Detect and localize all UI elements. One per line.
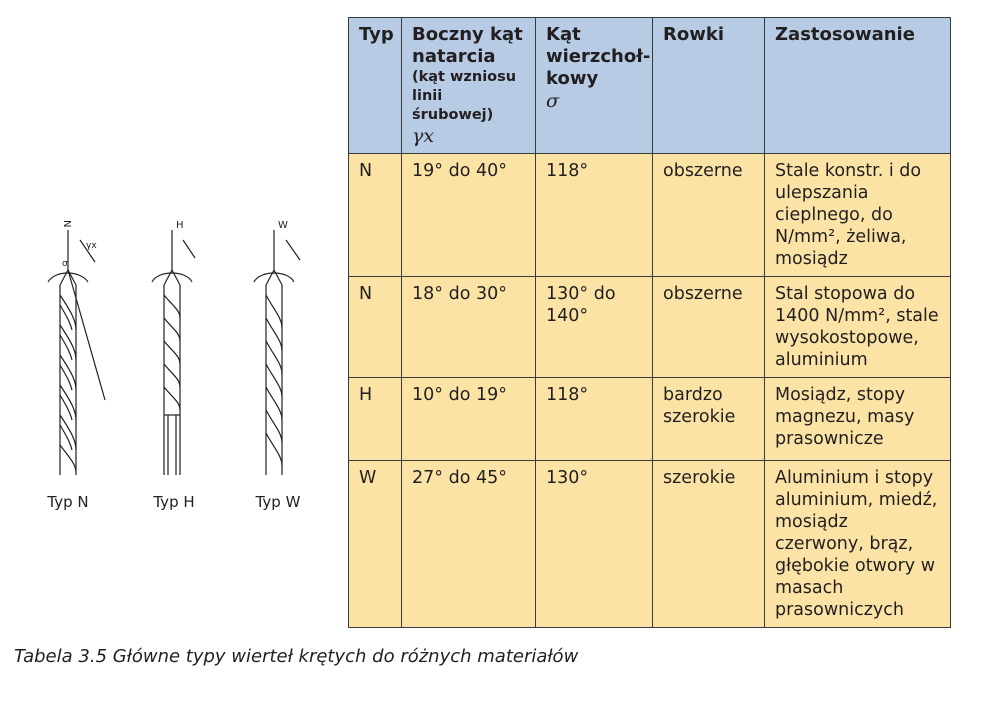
cell-angle: 27° do 45°: [402, 461, 536, 628]
header-usage: Zastosowanie: [765, 18, 951, 154]
cell-typ: H: [349, 378, 402, 461]
table-row: [349, 154, 951, 277]
header-tip: [536, 18, 653, 154]
drill-n-mark: N: [61, 220, 72, 228]
cell-tip: 130°: [536, 461, 653, 628]
drill-label-w: Typ W: [255, 493, 301, 511]
header-angle-main: Boczny kąt natarcia: [412, 24, 523, 67]
table-header-row: [349, 18, 951, 154]
cell-typ: N: [349, 277, 402, 378]
cell-usage: Mosiądz, stopy magnezu, masy prasownicze: [765, 378, 951, 461]
cell-typ: W: [349, 461, 402, 628]
cell-grooves: obszerne: [653, 154, 765, 277]
cell-grooves: bardzo szerokie: [653, 378, 765, 461]
header-typ: Typ: [349, 18, 402, 154]
cell-tip: 130° do 140°: [536, 277, 653, 378]
cell-usage: Stale konstr. i do ulepszania cieplnego, do N/mm², żeliwa, mosiądz: [765, 154, 951, 277]
table-caption: Tabela 3.5 Główne typy wierteł krętych do różnych materiałów: [14, 646, 579, 667]
table-row: [349, 277, 951, 378]
drill-h-mark: H: [176, 220, 184, 231]
drill-w-icon: [254, 220, 300, 475]
drill-label-n: Typ N: [47, 493, 89, 511]
header-angle-sub: (kąt wzniosu linii śrubowej): [412, 69, 517, 123]
cell-angle: 10° do 19°: [402, 378, 536, 461]
header-grooves: Rowki: [653, 18, 765, 154]
drills-svg: [0, 200, 340, 500]
header-angle: [402, 18, 536, 154]
svg-text:γx: γx: [86, 241, 97, 251]
cell-tip: 118°: [536, 378, 653, 461]
drill-w-mark: W: [278, 220, 288, 231]
cell-grooves: szerokie: [653, 461, 765, 628]
table-row: [349, 461, 951, 628]
cell-tip: 118°: [536, 154, 653, 277]
cell-angle: 19° do 40°: [402, 154, 536, 277]
drill-label-h: Typ H: [153, 493, 195, 511]
cell-typ: N: [349, 154, 402, 277]
header-angle-symbol: γx: [412, 125, 435, 147]
header-tip-symbol: σ: [546, 90, 559, 112]
cell-grooves: obszerne: [653, 277, 765, 378]
drill-illustrations: [0, 200, 340, 520]
drill-types-table: [348, 17, 951, 628]
drill-n-icon: [48, 220, 105, 475]
drill-h-icon: [152, 220, 195, 475]
table-row: [349, 378, 951, 461]
cell-usage: Stal stopowa do 1400 N/mm², stale wysokostopowe, aluminium: [765, 277, 951, 378]
header-tip-main: Kąt wierzchoł-kowy: [546, 24, 651, 89]
svg-text:σ: σ: [62, 259, 68, 269]
cell-angle: 18° do 30°: [402, 277, 536, 378]
cell-usage: Aluminium i stopy aluminium, miedź, mosiądz czerwony, brąz, głębokie otwory w masach prasowniczych: [765, 461, 951, 628]
